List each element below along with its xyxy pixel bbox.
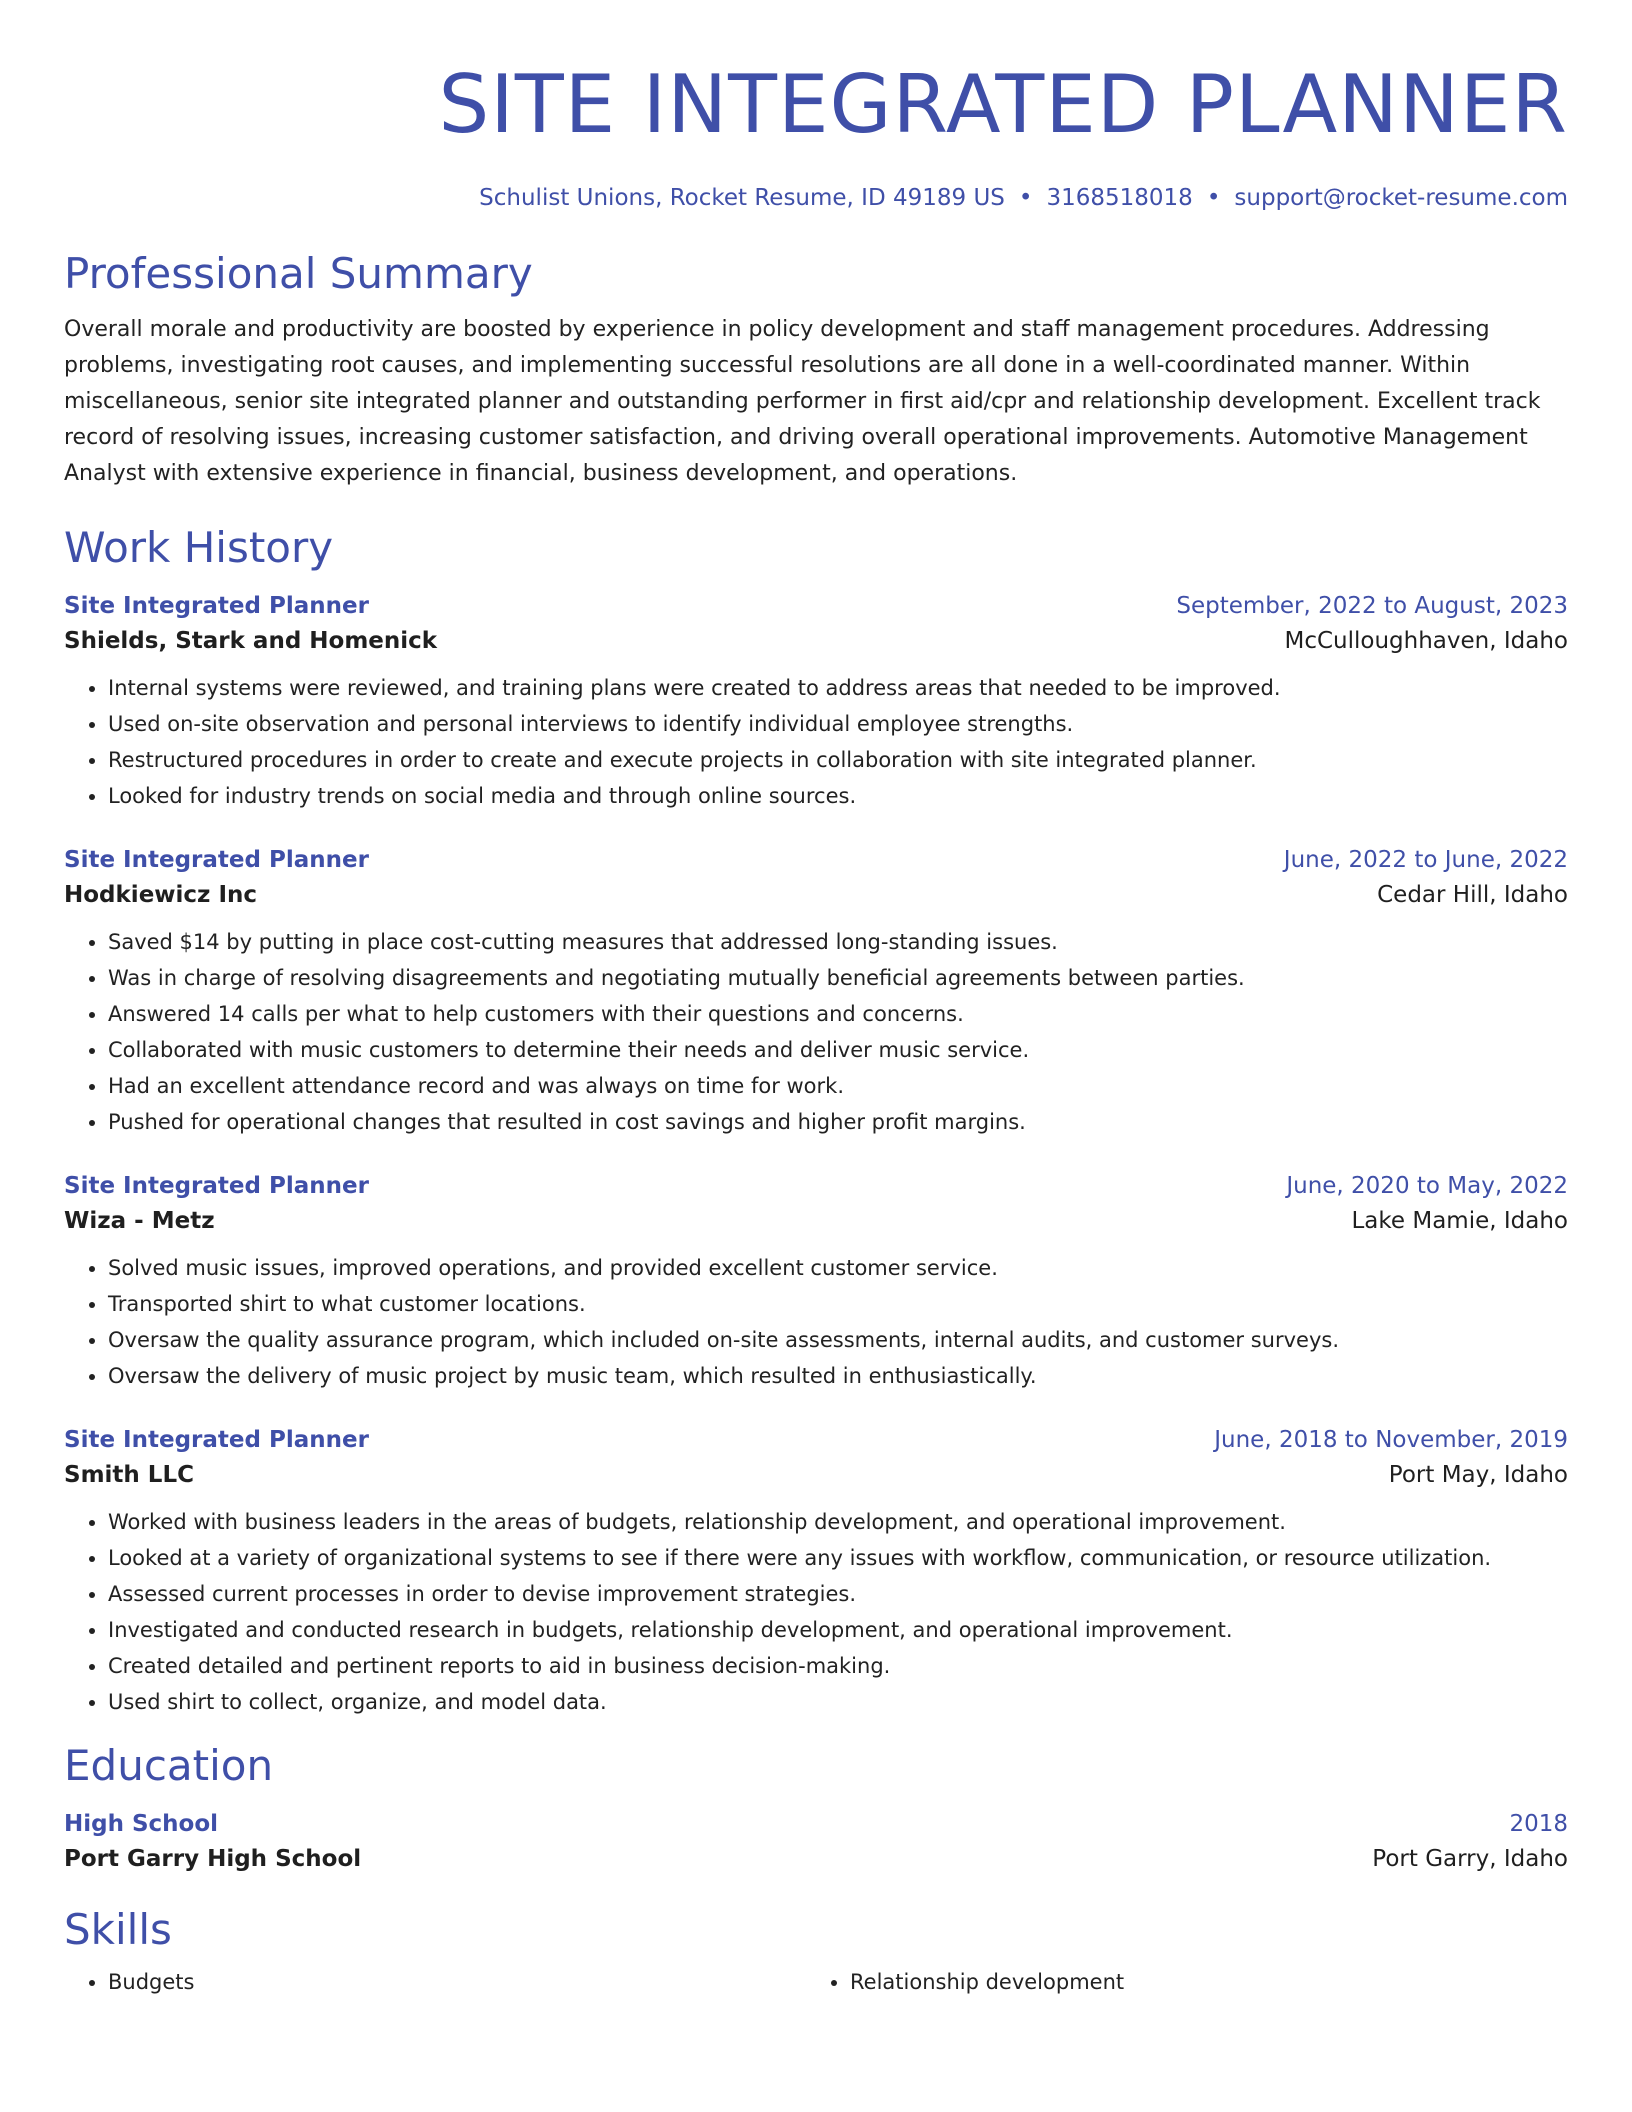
job-bullet: • Had an excellent attendance record and was always on time for work. [108, 1068, 1568, 1104]
company-name: Wiza - Metz [64, 1208, 215, 1234]
summary-section [64, 248, 1568, 492]
summary-text: Overall morale and productivity are boosted by experience in policy development and staff management procedures. Addressing problems, investigating root causes, and implementing successful resolutions are all done in a well-coordinated manner. Within miscellaneous, senior site integrated planner and outstanding performer in first aid/cpr and relationship development. Excellent track record of resolving issues, increasing customer satisfaction, and driving overall operational improvements. Automotive Management Analyst with extensive experience in financial, business development, and operations. [64, 317, 1541, 486]
contact-phone: 3168518018 [1046, 185, 1193, 211]
education-heading: Education [64, 1741, 274, 1790]
job-bullet: • Looked for industry trends on social media and through online sources. [108, 778, 1568, 814]
job-bullet: • Created detailed and pertinent reports to aid in business decision-making. [108, 1648, 1568, 1684]
contact-email: support@rocket-resume.com [1234, 185, 1568, 211]
graduation-year: 2018 [1509, 1811, 1568, 1837]
summary-heading: Professional Summary [64, 249, 533, 298]
job-bullet: • Assessed current processes in order to devise improvement strategies. [108, 1576, 1568, 1612]
job-location: Cedar Hill, Idaho [1377, 882, 1568, 908]
candidate-name: SITE INTEGRATED PLANNER [438, 58, 1568, 151]
job-location: Lake Mamie, Idaho [1351, 1208, 1568, 1234]
work-history-section [64, 522, 1568, 1720]
job-bullets [64, 1250, 1568, 1394]
job-bullet: • Worked with business leaders in the areas of budgets, relationship development, and operational improvement. [108, 1504, 1568, 1540]
job-bullet: • Restructured procedures in order to create and execute projects in collaboration with site integrated planner. [108, 742, 1568, 778]
skills-heading: Skills [64, 1905, 172, 1954]
job-bullet: • Oversaw the quality assurance program, which included on-site assessments, internal audits, and customer surveys. [108, 1322, 1568, 1358]
job-dates: June, 2020 to May, 2022 [1286, 1173, 1568, 1199]
contact-line [64, 182, 1568, 214]
skills-column-right [806, 1964, 1548, 2000]
company-name: Hodkiewicz Inc [64, 882, 258, 908]
job-bullet: • Internal systems were reviewed, and training plans were created to address areas that needed to be improved. [108, 670, 1568, 706]
skill-item: • Budgets [108, 1964, 806, 2000]
job-bullet: • Investigated and conducted research in budgets, relationship development, and operational improvement. [108, 1612, 1568, 1648]
job-bullets [64, 1504, 1568, 1720]
school-name: Port Garry High School [64, 1846, 362, 1872]
job-title: Site Integrated Planner [64, 847, 369, 873]
job-dates: September, 2022 to August, 2023 [1176, 593, 1568, 619]
contact-separator: • [1206, 185, 1221, 211]
job-bullet: • Collaborated with music customers to determine their needs and deliver music service. [108, 1032, 1568, 1068]
job-entry [64, 1424, 1568, 1720]
job-bullet: • Was in charge of resolving disagreements and negotiating mutually beneficial agreements between parties. [108, 960, 1568, 996]
work-history-heading: Work History [64, 523, 334, 572]
job-location: McCulloughhaven, Idaho [1284, 628, 1568, 654]
education-section [64, 1740, 1568, 1878]
job-title: Site Integrated Planner [64, 593, 369, 619]
company-name: Shields, Stark and Homenick [64, 628, 438, 654]
job-location: Port May, Idaho [1388, 1462, 1568, 1488]
job-dates: June, 2018 to November, 2019 [1214, 1427, 1568, 1453]
contact-address: Schulist Unions, Rocket Resume, ID 49189 US [479, 185, 1005, 211]
job-title: Site Integrated Planner [64, 1173, 369, 1199]
job-bullet: • Pushed for operational changes that resulted in cost savings and higher profit margins. [108, 1104, 1568, 1140]
skills-column-left [64, 1964, 806, 2000]
resume-header [64, 50, 1568, 214]
job-bullet: • Looked at a variety of organizational systems to see if there were any issues with workflow, communication, or resource utilization. [108, 1540, 1568, 1576]
job-bullets [64, 670, 1568, 814]
job-bullet: • Saved $14 by putting in place cost-cutting measures that addressed long-standing issues. [108, 924, 1568, 960]
school-location: Port Garry, Idaho [1372, 1846, 1568, 1872]
company-name: Smith LLC [64, 1462, 194, 1488]
job-bullet: • Used shirt to collect, organize, and model data. [108, 1684, 1568, 1720]
job-entry [64, 590, 1568, 814]
job-bullet: • Solved music issues, improved operations, and provided excellent customer service. [108, 1250, 1568, 1286]
contact-separator: • [1018, 185, 1033, 211]
job-title: Site Integrated Planner [64, 1427, 369, 1453]
job-bullet: • Answered 14 calls per what to help customers with their questions and concerns. [108, 996, 1568, 1032]
education-entry [64, 1808, 1568, 1878]
degree: High School [64, 1811, 219, 1837]
skills-section [64, 1904, 1568, 2000]
job-entry [64, 844, 1568, 1140]
job-bullet: • Oversaw the delivery of music project by music team, which resulted in enthusiastically. [108, 1358, 1568, 1394]
job-bullet: • Used on-site observation and personal interviews to identify individual employee strengths. [108, 706, 1568, 742]
job-bullet: • Transported shirt to what customer locations. [108, 1286, 1568, 1322]
job-entry [64, 1170, 1568, 1394]
job-bullets [64, 924, 1568, 1140]
job-dates: June, 2022 to June, 2022 [1283, 847, 1568, 873]
skill-item: • Relationship development [850, 1964, 1548, 2000]
skills-list [64, 1964, 1568, 2000]
